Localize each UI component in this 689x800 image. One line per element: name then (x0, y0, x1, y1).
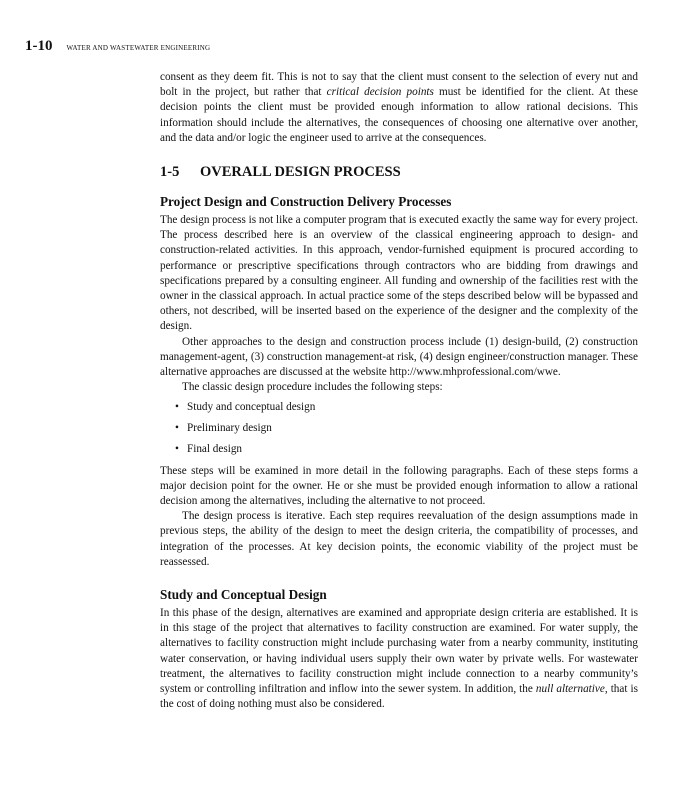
steps-list (160, 400, 638, 457)
running-title: WATER AND WASTEWATER ENGINEERING (66, 44, 211, 52)
subsection-heading-delivery: Project Design and Construction Delivery Processes (160, 194, 452, 210)
list-item: • Final design (175, 442, 638, 457)
paragraph-classic-steps: The classic design procedure includes the following steps: (182, 381, 443, 394)
bullet-icon: • (175, 401, 179, 414)
paragraph-other-approaches: Other approaches to the design and construction process include (1) design-build, (2) construction management-agent, (3) construction management-at risk, (4) design engineer/construction manager. These alternative approaches are discussed at the website http://www.mhprofessional.com/wwe. (160, 335, 638, 379)
emphasis-critical-decision-points: critical decision points (326, 86, 434, 99)
paragraph-steps-examined: These steps will be examined in more detail in the following paragraphs. Each of these steps forms a major decision point for the owner. He or she must be provided enough information to allow a rational decision among the alternatives, including the alternative to not proceed. (160, 464, 638, 508)
list-item: • Preliminary design (175, 421, 638, 436)
section-heading (160, 163, 638, 181)
paragraph-design-process: The design process is not like a computer program that is executed exactly the same way for every project. The process described here is an overview of the classical engineering approach to design- and construction-related activities. In this approach, vendor-furnished equipment is procured according to performance or prescriptive specifications through contractors who are bidding from drawings and specifications prepared by a consulting engineer. All funding and ownership of the facilities rest with the owner in the classical approach. In actual practice some of the steps described below will be bypassed and others, not described, will be inserted based on the experience of the designer and the complexity of the design. (160, 214, 638, 333)
bullet-icon: • (175, 443, 179, 456)
emphasis-null-alternative: null alternative, (535, 683, 608, 696)
paragraph-iterative: The design process is iterative. Each step requires reevaluation of the design assumptions made in previous steps, the ability of the design to meet the design criteria, the compatibility of processes, and integration of the processes. At key decision points, the economic viability of the project must be reassessed. (160, 510, 638, 568)
section-number: 1-5 (160, 164, 180, 181)
section-title: OVERALL DESIGN PROCESS (200, 164, 401, 181)
list-item: • Study and conceptual design (175, 400, 638, 415)
paragraph-study-phase: In this phase of the design, alternatives are examined and appropriate design criteria are established. It is in this stage of the project that alternatives to facility construction are examined. For water supply, the alternatives to facility construction might include purchasing water from a nearby community, instituting water conservation, or having individual users supply their own water by private wells. For wastewater treatment, the alternatives to facility construction might include connection to a nearby community’s system or controlling infiltration and inflow into the sewer system. In addition, the null alternative, that is the cost of doing nothing must also be considered. (160, 607, 638, 711)
page-body (160, 70, 638, 713)
running-head (25, 38, 210, 55)
bullet-icon: • (175, 422, 179, 435)
intro-paragraph: consent as they deem fit. This is not to say that the client must consent to the selection of every nut and bolt in the project, but rather that critical decision points must be identified for the client. At these decision points the client must be provided enough information to allow rational decisions. This information should include the alternatives, the consequences of choosing one alternative over another, and the data and/or logic the engineer used to arrive at the consequences. (160, 71, 638, 144)
subsection-heading-study: Study and Conceptual Design (160, 587, 327, 603)
page-number: 1-10 (25, 38, 53, 54)
